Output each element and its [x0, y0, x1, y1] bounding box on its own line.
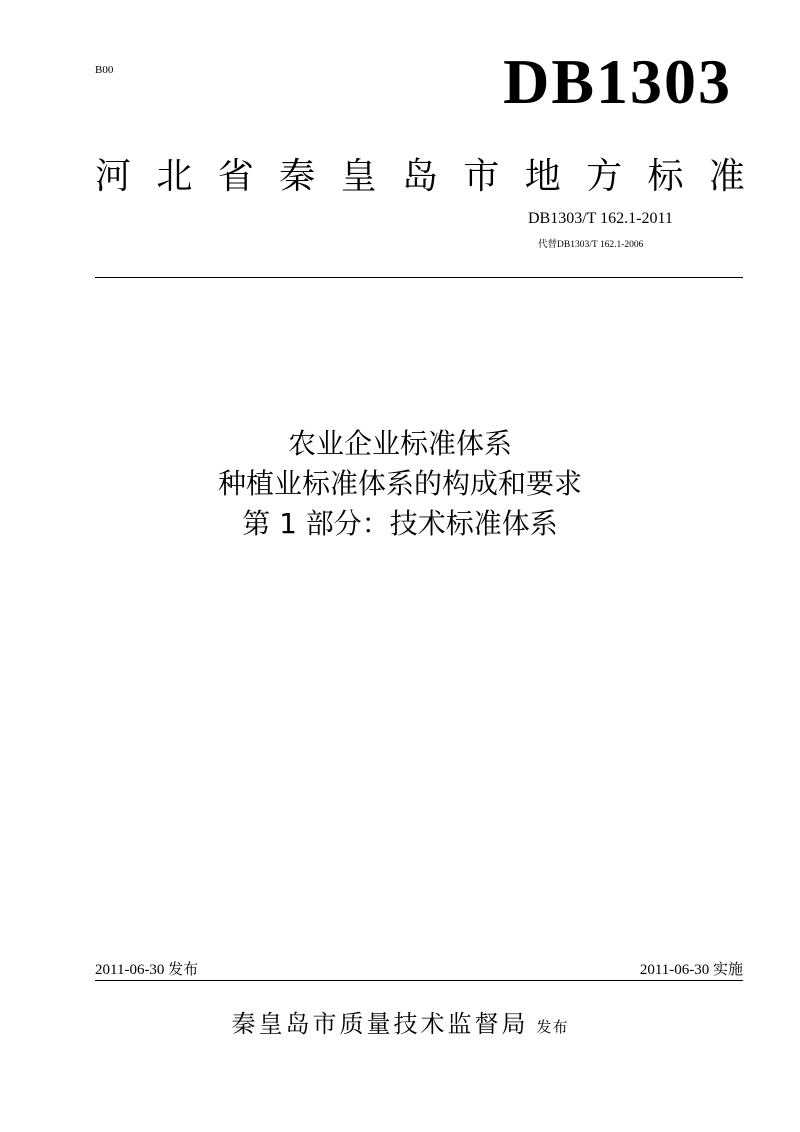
title-line: 农业企业标准体系	[287, 427, 512, 460]
standard-kind-heading	[95, 148, 745, 199]
standard-kind-char: 市	[463, 156, 500, 197]
standard-number: DB1303/T 162.1-2011	[528, 210, 673, 227]
footer-divider	[95, 980, 743, 981]
header-divider	[95, 277, 743, 278]
document-title	[0, 424, 800, 544]
standard-kind-char: 秦	[279, 156, 316, 197]
publisher-name: 秦皇岛市质量技术监督局	[231, 1010, 529, 1038]
standard-kind-char: 省	[217, 156, 254, 197]
standard-kind-char: 北	[156, 156, 193, 197]
standard-kind-char: 岛	[401, 156, 438, 197]
standard-kind-char: 河	[95, 156, 132, 197]
standard-kind-char: 皇	[340, 156, 377, 197]
classification-code: B00	[95, 64, 114, 76]
standard-kind-char: 准	[708, 156, 745, 197]
standard-kind-char: 标	[647, 156, 684, 197]
title-line: 种植业标准体系的构成和要求	[217, 467, 582, 500]
db-code-heading: DB1303	[503, 46, 732, 117]
issue-date: 2011-06-30 发布	[95, 962, 199, 978]
implementation-date: 2011-06-30 实施	[639, 962, 743, 978]
standard-kind-char: 地	[524, 156, 561, 197]
publish-label: 发布	[536, 1018, 569, 1036]
publisher-line	[0, 1004, 800, 1039]
replaces-note: 代替DB1303/T 162.1-2006	[538, 240, 644, 250]
standard-kind-char: 方	[586, 156, 623, 197]
title-line: 第 1 部分：技术标准体系	[242, 507, 558, 540]
